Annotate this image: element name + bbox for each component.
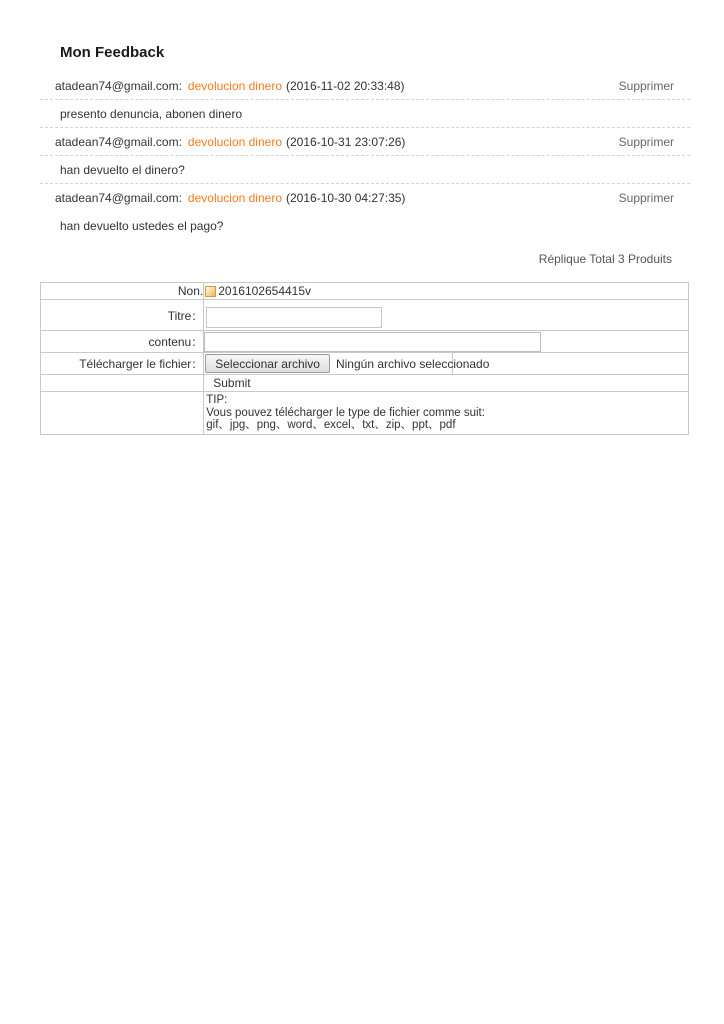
- delete-feedback-link[interactable]: Supprimer: [618, 191, 674, 205]
- submit-button[interactable]: Submit: [213, 376, 251, 390]
- upload-label: Télécharger le fichier：: [41, 353, 204, 375]
- number-label: Non.: [41, 283, 204, 300]
- feedback-email: atadean74@gmail.com:: [55, 78, 182, 93]
- content-textarea[interactable]: [204, 332, 541, 352]
- feedback-topic-link[interactable]: devolucion dinero: [187, 191, 282, 205]
- feedback-timestamp: (2016-10-30 04:27:35): [286, 191, 406, 205]
- feedback-message: han devuelto el dinero?: [40, 156, 690, 184]
- feedback-page: [40, 0, 690, 435]
- file-input[interactable]: [204, 353, 490, 374]
- feedback-number-value: 2016102654415v: [218, 284, 312, 298]
- feedback-message: presento denuncia, abonen dinero: [40, 100, 690, 128]
- title-input[interactable]: [206, 307, 382, 328]
- feedback-entry-header: [40, 72, 690, 100]
- page-title: Mon Feedback: [60, 44, 165, 61]
- file-status-text: Ningún archivo seleccionado: [335, 356, 490, 371]
- feedback-total-summary: Réplique Total 3 Produits: [538, 252, 672, 266]
- reply-form-table: [40, 282, 689, 435]
- feedback-list: [40, 72, 690, 240]
- tip-line-1: TIP:: [206, 394, 228, 406]
- feedback-entry-header: [40, 184, 690, 212]
- feedback-topic-link[interactable]: devolucion dinero: [187, 134, 282, 149]
- feedback-timestamp: (2016-10-31 23:07:26): [286, 134, 406, 149]
- feedback-email: atadean74@gmail.com:: [55, 191, 182, 205]
- tip-line-3: gif、jpg、png、word、excel、txt、zip、ppt、pdf: [206, 419, 456, 431]
- file-select-button[interactable]: Seleccionar archivo: [205, 354, 330, 373]
- note-icon: [205, 286, 216, 297]
- delete-feedback-link[interactable]: Supprimer: [618, 134, 674, 149]
- feedback-email: atadean74@gmail.com:: [55, 134, 182, 149]
- feedback-entry-header: [40, 128, 690, 156]
- tip-line-2: Vous pouvez télécharger le type de fichier comme suit:: [206, 406, 485, 419]
- feedback-message: han devuelto ustedes el pago?: [60, 219, 224, 233]
- delete-feedback-link[interactable]: Supprimer: [618, 78, 674, 93]
- content-label: contenu：: [41, 331, 204, 353]
- feedback-topic-link[interactable]: devolucion dinero: [187, 78, 282, 93]
- title-label: Titre：: [41, 300, 204, 331]
- feedback-timestamp: (2016-11-02 20:33:48): [286, 78, 405, 93]
- upload-tip: [204, 392, 688, 434]
